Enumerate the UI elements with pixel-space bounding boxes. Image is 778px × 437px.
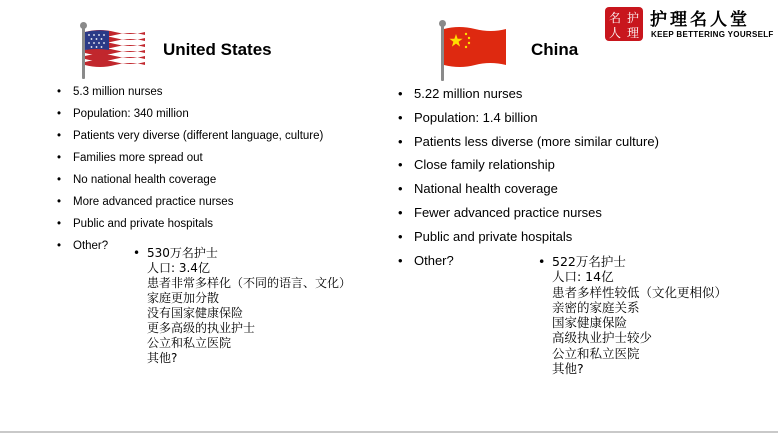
china-fact-coverage: • National health coverage	[398, 180, 659, 204]
us-cn-line-8: 其他?	[147, 351, 178, 365]
china-fact-family: • Close family relationship	[398, 156, 659, 180]
china-cn-line-1: • 522万名护士	[552, 254, 727, 269]
us-cn-line-6: 更多高级的执业护士	[147, 321, 256, 335]
brand-logo	[604, 6, 644, 42]
china-fact-hospitals: • Public and private hospitals	[398, 228, 659, 252]
china-fact-nurses: • 5.22 million nurses	[398, 85, 659, 109]
china-title: China	[531, 40, 579, 59]
us-cn-line-7: 公立和私立医院	[147, 336, 232, 350]
china-cn-line-6: 高级执业护士较少	[552, 330, 653, 346]
us-fact-nurses: • 5.3 million nurses	[57, 84, 323, 106]
china-fact-diversity: • Patients less diverse (more similar culture)	[398, 133, 659, 157]
china-chinese-translation	[552, 254, 727, 376]
china-cn-line-7: 公立和私立医院	[552, 345, 640, 361]
bottom-divider	[0, 431, 778, 433]
us-fact-diversity: • Patients very diverse (different language, culture)	[57, 128, 323, 150]
china-cn-line-4: 亲密的家庭关系	[552, 299, 640, 315]
brand-seal-char-1: 名	[608, 11, 622, 25]
us-cn-line-1: • 530万名护士	[147, 246, 351, 261]
us-cn-line-3: 患者非常多样化（不同的语言、文化）	[147, 276, 352, 290]
us-cn-line-4: 家庭更加分散	[147, 291, 220, 305]
us-flag-icon	[78, 22, 144, 80]
brand-name: 护理名人堂	[650, 10, 750, 30]
brand-slogan: KEEP BETTERING YOURSELF	[651, 30, 774, 39]
china-flag-icon	[437, 20, 507, 82]
china-cn-line-8: 其他?	[552, 361, 584, 377]
china-cn-line-3: 患者多样性较低（文化更相似）	[552, 284, 728, 300]
china-cn-line-5: 国家健康保险	[552, 315, 628, 331]
china-cn-line-2: 人口: 14亿	[552, 269, 614, 285]
china-facts-list	[398, 85, 659, 275]
us-fact-families: • Families more spread out	[57, 150, 323, 172]
us-fact-hospitals: • Public and private hospitals	[57, 216, 323, 238]
brand-seal-char-4: 理	[626, 26, 640, 40]
us-cn-line-5: 没有国家健康保险	[147, 306, 244, 320]
brand-seal-char-2: 护	[626, 11, 640, 25]
us-fact-other: • Other?	[57, 238, 323, 260]
us-fact-population: • Population: 340 million	[57, 106, 323, 128]
us-fact-apn: • More advanced practice nurses	[57, 194, 323, 216]
brand-seal-icon	[604, 6, 644, 42]
china-fact-population: • Population: 1.4 billion	[398, 109, 659, 133]
us-fact-coverage: • No national health coverage	[57, 172, 323, 194]
us-facts-list	[57, 84, 323, 260]
us-title: United States	[163, 40, 272, 59]
us-chinese-translation	[147, 246, 351, 366]
brand-seal-char-3: 人	[608, 26, 622, 40]
us-cn-line-2: 人口: 3.4亿	[147, 261, 210, 275]
china-fact-apn: • Fewer advanced practice nurses	[398, 204, 659, 228]
china-fact-other: • Other?	[398, 252, 659, 276]
